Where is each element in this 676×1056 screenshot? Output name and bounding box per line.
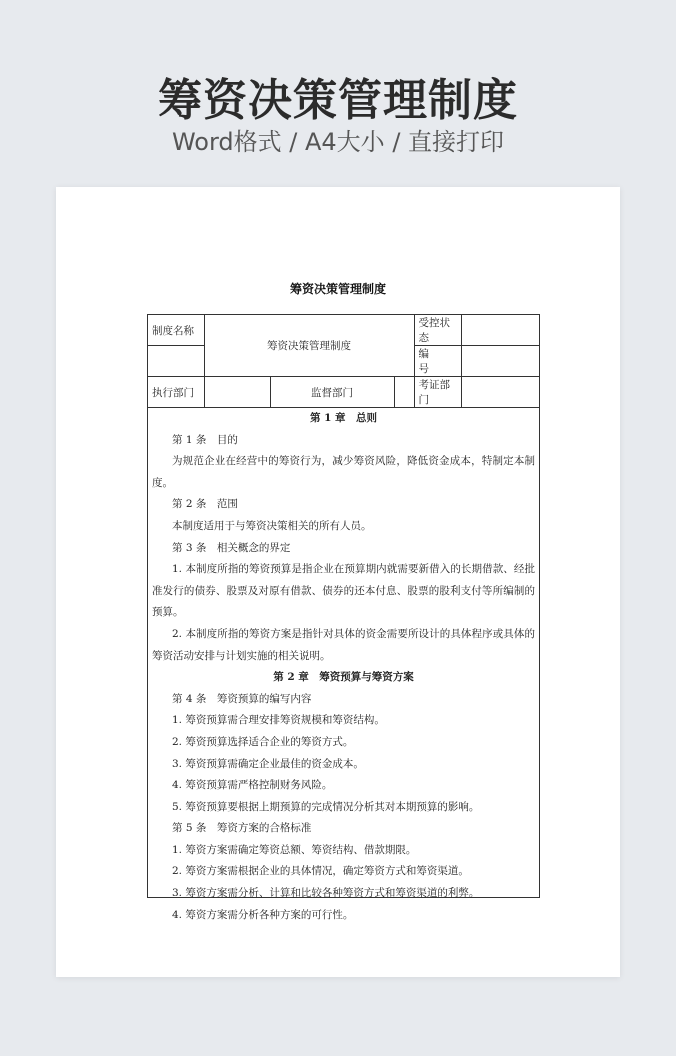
list-item: 4. 筹资方案需分析各种方案的可行性。 [172,908,354,921]
label-supervise-dept: 监督部门 [270,377,394,408]
label-control-status: 受控状态 [414,315,461,346]
value-number [461,346,539,377]
article-3-heading: 第 3 条 相关概念的界定 [172,541,291,554]
list-item: 2. 筹资预算选择适合企业的筹资方式。 [172,735,354,748]
list-item: 4. 筹资预算需严格控制财务风险。 [172,779,333,792]
chapter-2-heading: 第 2 章 筹资预算与筹资方案 [273,671,414,684]
value-exec-dept [204,377,270,408]
article-3-para-1: 1. 本制度所指的筹资预算是指企业在预算期内就需要新借入的长期借款、经批准发行的债券、股票及对原有借款、债券的还本付息、股票的股利支付等所编制的预算。 [152,563,535,619]
label-policy-name-cont [148,346,204,377]
value-verify-dept [461,377,539,408]
article-4-heading: 第 4 条 筹资预算的编写内容 [172,692,312,705]
list-item: 5. 筹资预算要根据上期预算的完成情况分析其对本期预算的影响。 [172,800,480,813]
document-page [56,187,620,977]
info-table [148,315,539,408]
label-number: 编 号 [414,346,461,377]
value-control-status [461,315,539,346]
article-5-heading: 第 5 条 筹资方案的合格标准 [172,822,312,835]
article-3-para-2: 2. 本制度所指的筹资方案是指针对具体的资金需要所设计的具体程序或具体的筹资活动安排与计划实施的相关说明。 [152,627,535,662]
document-body [148,408,539,926]
chapter-1-heading: 第 1 章 总则 [309,412,378,424]
list-item: 3. 筹资预算需确定企业最佳的资金成本。 [172,757,364,770]
article-2-text: 本制度适用于与筹资决策相关的所有人员。 [172,519,372,532]
article-1-text: 为规范企业在经营中的筹资行为，减少筹资风险，降低资金成本，特制定本制度。 [152,455,535,489]
document-frame [147,314,540,921]
list-item: 2. 筹资方案需根据企业的具体情况，确定筹资方式和筹资渠道。 [172,865,469,878]
label-exec-dept: 执行部门 [148,377,204,408]
value-supervise-dept [394,377,414,408]
article-1-heading: 第 1 条 目的 [172,433,238,446]
banner-title: 筹资决策管理制度 [158,75,518,126]
list-item: 1. 筹资预算需合理安排筹资规模和筹资结构。 [172,714,385,727]
label-verify-dept: 考证部门 [414,377,461,408]
value-policy-name: 筹资决策管理制度 [204,315,414,377]
banner-subtitle: Word格式 / A4大小 / 直接打印 [171,128,505,156]
article-2-heading: 第 2 条 范围 [172,498,238,511]
document-title: 筹资决策管理制度 [289,282,386,296]
label-policy-name: 制度名称 [148,315,204,346]
list-item: 3. 筹资方案需分析、计算和比较各种筹资方式和筹资渠道的利弊。 [172,887,480,900]
list-item: 1. 筹资方案需确定筹资总额、筹资结构、借款期限。 [172,843,417,856]
